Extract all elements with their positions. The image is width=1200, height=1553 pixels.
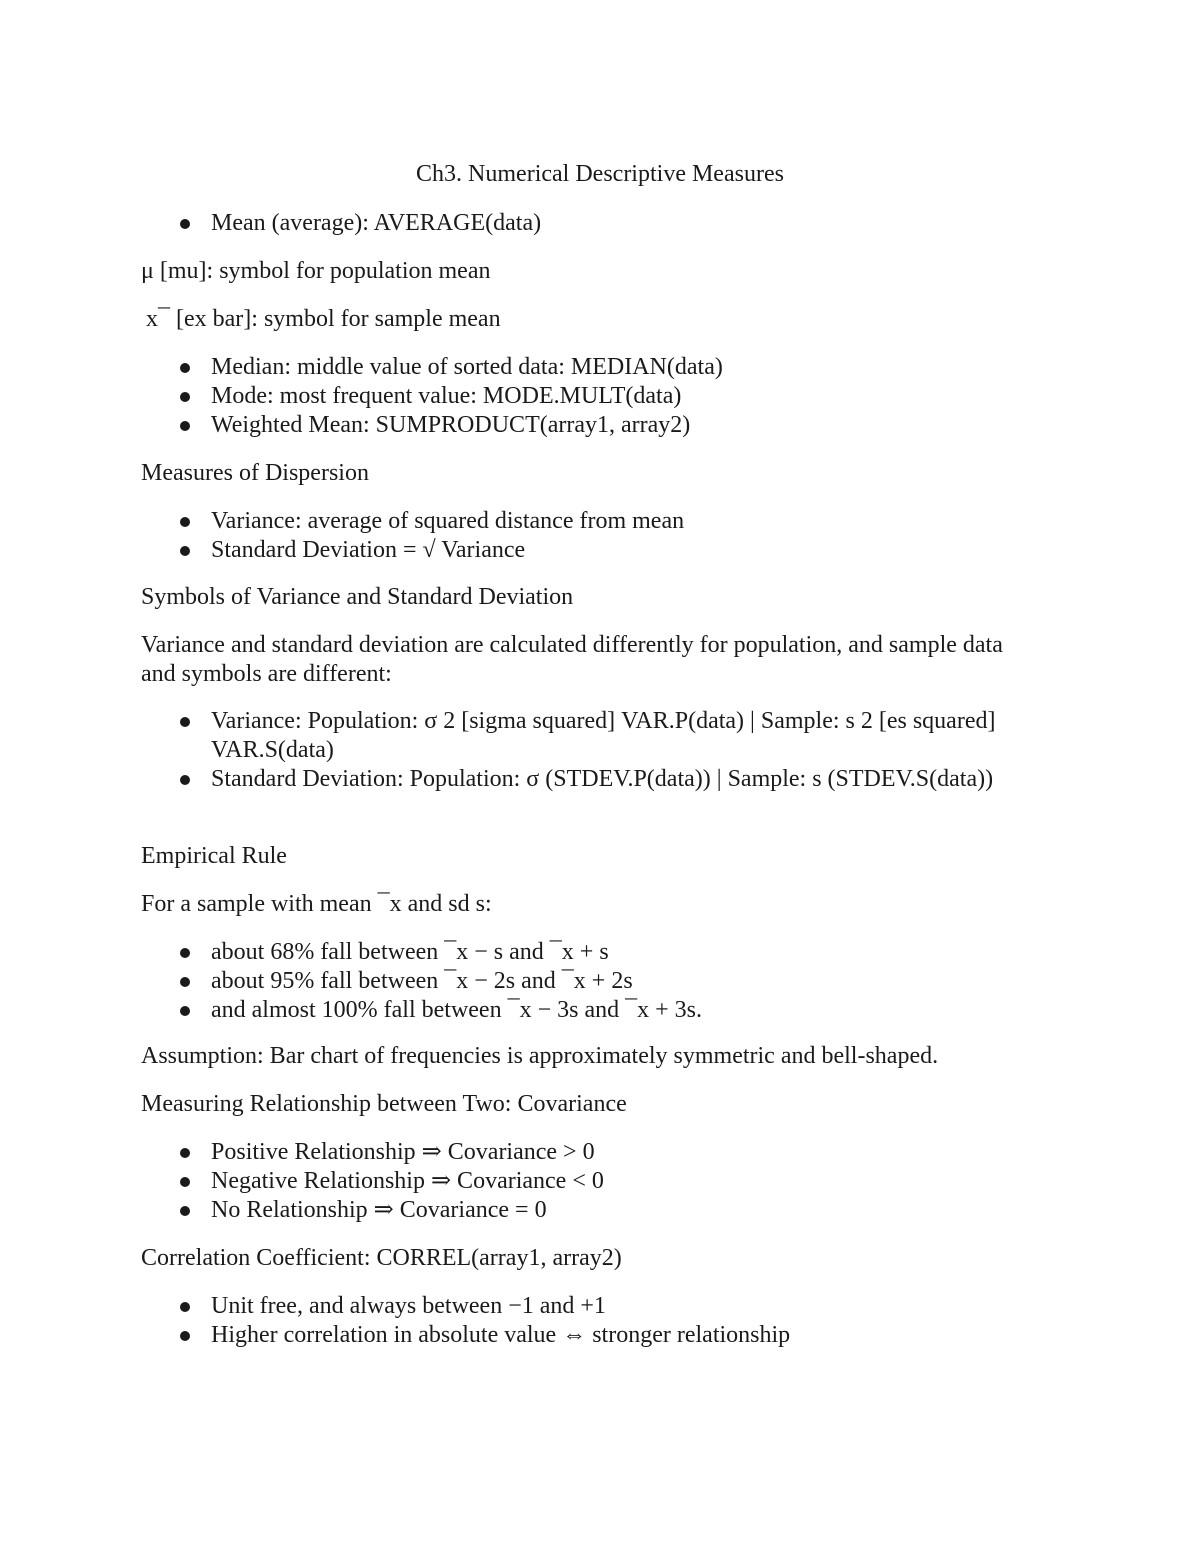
list-item-variance: Variance: average of squared distance from mean: [141, 507, 1061, 536]
page-title: Ch3. Numerical Descriptive Measures: [416, 161, 784, 187]
center-measures-list: [141, 353, 1061, 440]
covariance-heading: Measuring Relationship between Two: Covariance: [141, 1091, 627, 1117]
list-item-variance-symbols: Variance: Population: σ 2 [sigma squared] VAR.P(data) | Sample: s 2 [es squared] VAR.S(data): [141, 707, 1041, 765]
mu-symbol-line: μ [mu]: symbol for population mean: [141, 258, 491, 284]
symbols-heading: Symbols of Variance and Standard Deviation: [141, 584, 574, 610]
list-item-higher-correlation: Higher correlation in absolute value ⇔ stronger relationship: [141, 1321, 1061, 1350]
xbar-symbol-line: x¯ [ex bar]: symbol for sample mean: [146, 306, 501, 332]
list-item-mode: Mode: most frequent value: MODE.MULT(data): [141, 382, 1061, 411]
list-item-68-percent: about 68% fall between ¯x − s and ¯x + s: [141, 938, 1061, 967]
dispersion-heading: Measures of Dispersion: [141, 460, 369, 486]
list-item-standard-deviation: Standard Deviation = √ Variance: [141, 536, 1061, 565]
mean-list: [141, 209, 1061, 238]
list-item-weighted-mean: Weighted Mean: SUMPRODUCT(array1, array2): [141, 411, 1061, 440]
list-item-positive: Positive Relationship ⇒ Covariance > 0: [141, 1138, 1061, 1167]
empirical-paragraph: For a sample with mean ¯x and sd s:: [141, 891, 492, 917]
list-item-median: Median: middle value of sorted data: MEDIAN(data): [141, 353, 1061, 382]
list-item-mean: Mean (average): AVERAGE(data): [141, 209, 1061, 238]
list-item-sd-symbols: Standard Deviation: Population: σ (STDEV.P(data)) | Sample: s (STDEV.S(data)): [141, 765, 1041, 794]
correlation-list: [141, 1292, 1061, 1350]
list-item-95-percent: about 95% fall between ¯x − 2s and ¯x + 2s: [141, 967, 1061, 996]
covariance-list: [141, 1138, 1061, 1225]
dispersion-list: [141, 507, 1061, 565]
list-item-100-percent: and almost 100% fall between ¯x − 3s and ¯x + 3s.: [141, 996, 1061, 1025]
symbols-list: [141, 707, 1041, 794]
empirical-list: [141, 938, 1061, 1025]
correlation-heading: Correlation Coefficient: CORREL(array1, array2): [141, 1245, 622, 1271]
list-item-unit-free: Unit free, and always between −1 and +1: [141, 1292, 1061, 1321]
assumption-line: Assumption: Bar chart of frequencies is approximately symmetric and bell-shaped.: [141, 1043, 939, 1069]
empirical-heading: Empirical Rule: [141, 843, 287, 869]
symbols-paragraph: Variance and standard deviation are calculated differently for population, and sample data and symbols are different:: [141, 632, 1003, 687]
list-item-none: No Relationship ⇒ Covariance = 0: [141, 1196, 1061, 1225]
list-item-negative: Negative Relationship ⇒ Covariance < 0: [141, 1167, 1061, 1196]
